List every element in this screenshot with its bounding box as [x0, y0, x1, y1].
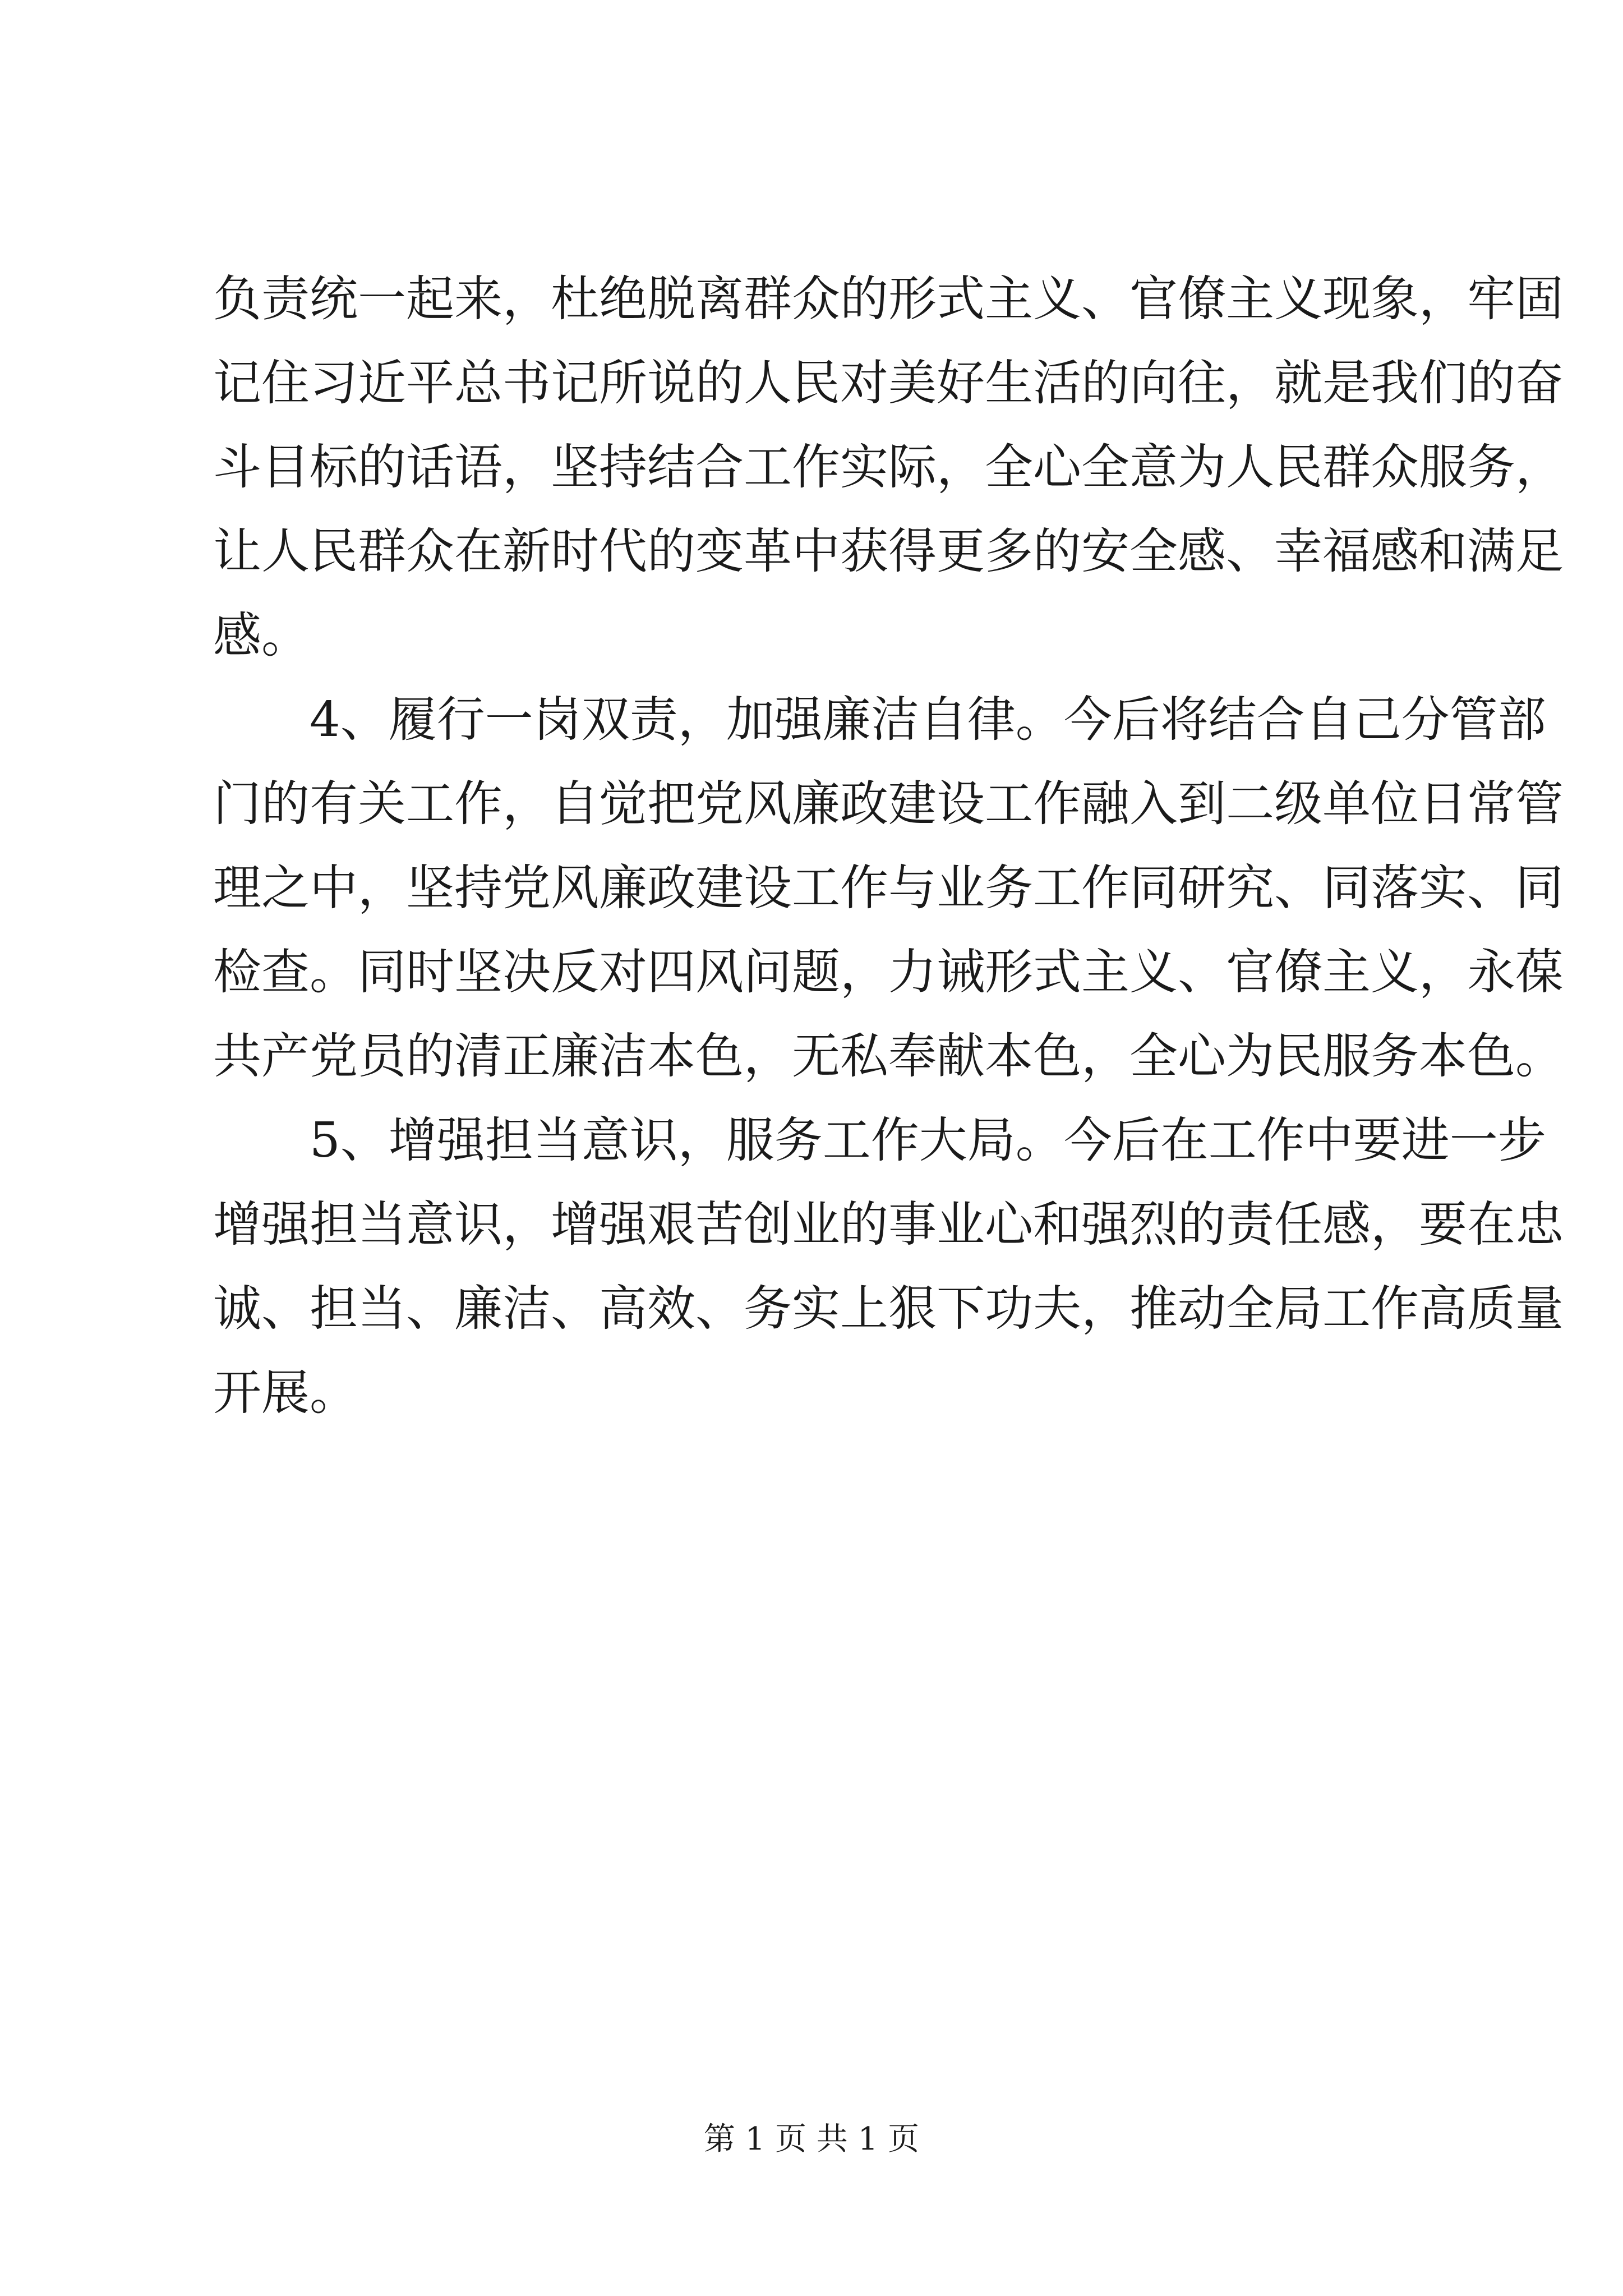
text-line: 感。 [213, 608, 310, 664]
text-line: 增强担当意识，增强艰苦创业的事业心和强烈的责任感，要在忠 [213, 1197, 1564, 1253]
text-line: 记住习近平总书记所说的人民对美好生活的向往，就是我们的奋 [213, 355, 1564, 411]
text-line: 让人民群众在新时代的变革中获得更多的安全感、幸福感和满足 [213, 523, 1564, 579]
text-line: 负责统一起来，杜绝脱离群众的形式主义、官僚主义现象，牢固 [213, 271, 1564, 327]
text-line: 5、增强担当意识，服务工作大局。今后在工作中要进一步 [310, 1112, 1546, 1168]
body-text [213, 257, 1564, 1435]
page-number-footer: 第 1 页 共 1 页 [703, 2121, 920, 2157]
text-line: 诚、担当、廉洁、高效、务实上狠下功夫，推动全局工作高质量 [213, 1281, 1564, 1337]
text-line: 斗目标的话语，坚持结合工作实际，全心全意为人民群众服务， [213, 439, 1564, 495]
text-line: 理之中，坚持党风廉政建设工作与业务工作同研究、同落实、同 [213, 860, 1564, 916]
text-line: 门的有关工作，自觉把党风廉政建设工作融入到二级单位日常管 [213, 776, 1564, 832]
text-line: 开展。 [213, 1365, 358, 1421]
paragraph [213, 257, 1564, 678]
paragraph [213, 678, 1564, 1098]
text-line: 检查。同时坚决反对四风问题，力诫形式主义、官僚主义，永葆 [213, 944, 1564, 1000]
text-line: 共产党员的清正廉洁本色，无私奉献本色，全心为民服务本色。 [213, 1028, 1564, 1084]
text-line: 4、履行一岗双责，加强廉洁自律。今后将结合自己分管部 [310, 692, 1546, 748]
paragraph [213, 1098, 1564, 1435]
